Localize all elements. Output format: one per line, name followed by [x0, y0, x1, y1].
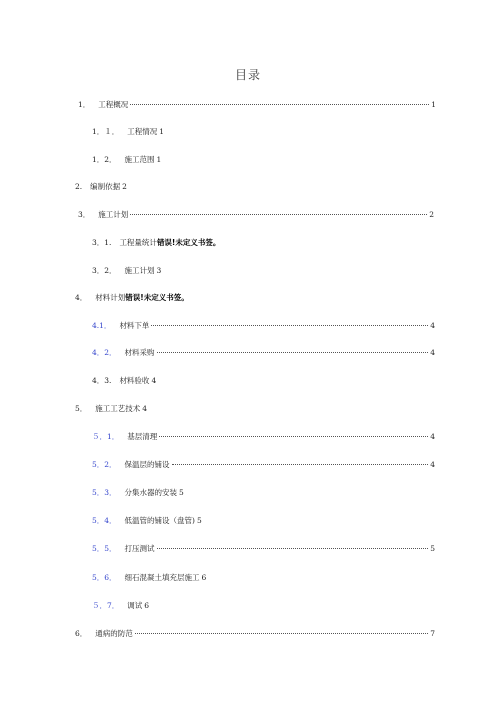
toc-entry-label: 分集水器的安装 — [124, 488, 178, 497]
toc-entry[interactable] — [75, 404, 147, 414]
dot-leader — [159, 436, 428, 437]
toc-entry[interactable] — [92, 155, 161, 165]
dot-leader — [130, 104, 429, 105]
toc-entry-page: 1 — [431, 100, 436, 109]
toc-entry[interactable] — [92, 376, 156, 386]
dot-leader — [172, 464, 429, 465]
toc-entry-number: 5．5． — [92, 544, 117, 553]
toc-entry-number: 5．6． — [92, 573, 117, 582]
toc-entry-number: 4．3. — [92, 376, 112, 385]
dot-leader — [135, 633, 428, 634]
toc-entry-page: 4 — [151, 376, 157, 385]
toc-entry-number: 4.1． — [92, 321, 112, 330]
dot-leader — [130, 214, 427, 215]
toc-entry[interactable] — [75, 182, 127, 192]
toc-entry-number: 6． — [75, 629, 88, 638]
toc-entry-page: 4 — [430, 348, 435, 357]
toc-entry[interactable] — [92, 460, 435, 470]
toc-entry-label: 材料验收 — [119, 376, 150, 385]
toc-entry-label: 材料计划 — [95, 293, 126, 302]
toc-entry-page: 6 — [201, 573, 207, 582]
toc-entry[interactable] — [92, 266, 161, 276]
toc-entry-page: 5 — [196, 516, 202, 525]
toc-entry-page: 1 — [159, 127, 165, 136]
toc-entry-label: 调试 — [127, 601, 143, 610]
toc-entry-page: 4 — [430, 460, 435, 469]
toc-entry[interactable] — [92, 127, 164, 137]
toc-entry-label: 施工计划 — [124, 266, 155, 275]
toc-entry-label: 工程量统计 — [119, 238, 157, 247]
toc-entry-number: 3．1. — [92, 238, 112, 247]
dot-leader — [151, 325, 428, 326]
toc-entry[interactable] — [92, 238, 220, 248]
toc-entry-label: 工程情况 — [127, 127, 158, 136]
toc-entry-number: 5．2． — [92, 460, 117, 469]
toc-entry-page: 4 — [430, 432, 435, 441]
toc-entry-number: 3．2． — [92, 266, 117, 275]
toc-entry[interactable] — [78, 100, 436, 110]
toc-entry-label: 打压测试 — [124, 544, 155, 553]
toc-entry[interactable] — [92, 488, 184, 498]
page-title: 目录 — [234, 68, 261, 82]
toc-entry-number: 3． — [78, 210, 91, 219]
toc-entry-label: 施工计划 — [98, 210, 129, 219]
toc-entry[interactable] — [75, 629, 435, 639]
toc-entry-label: 工程概况 — [98, 100, 129, 109]
toc-entry[interactable] — [92, 516, 202, 526]
toc-entry-label: 施工工艺技术 — [95, 404, 141, 413]
toc-entry[interactable] — [92, 432, 435, 442]
toc-entry-number: ５．7． — [92, 601, 120, 610]
dot-leader — [157, 352, 429, 353]
toc-entry-label: 低温管的铺设（盘管) — [124, 516, 195, 525]
toc-entry-label: 保温层的铺设 — [124, 460, 170, 469]
toc-entry[interactable] — [92, 573, 206, 583]
toc-entry-page: 2 — [429, 210, 434, 219]
toc-entry-number: 1．2． — [92, 155, 117, 164]
toc-entry-number: 2. — [75, 182, 83, 191]
toc-entry-page: 7 — [430, 629, 435, 638]
toc-entry-label: 施工范围 — [124, 155, 155, 164]
toc-entry[interactable] — [92, 348, 435, 358]
toc-entry-page: 2 — [122, 182, 127, 191]
dot-leader — [157, 548, 429, 549]
toc-entry-page: 1 — [156, 155, 162, 164]
toc-entry[interactable] — [92, 321, 435, 331]
toc-entry-page: 4 — [142, 404, 148, 413]
toc-entry-page: 3 — [156, 266, 162, 275]
toc-entry-label: 基层清理 — [127, 432, 158, 441]
toc-entry-number: ５．1． — [92, 432, 120, 441]
toc-entry-number: 4． — [75, 293, 88, 302]
toc-entry-page: 5 — [179, 488, 184, 497]
toc-entry-page: 4 — [430, 321, 435, 330]
toc-entry-label: 材料采购 — [124, 348, 155, 357]
toc-entry-number: 5．3． — [92, 488, 117, 497]
toc-entry[interactable] — [92, 544, 435, 554]
bookmark-error-text: 错误!未定义书签。 — [125, 293, 189, 302]
toc-entry-number: 5．4． — [92, 516, 117, 525]
toc-entry-label: 材料下单 — [119, 321, 150, 330]
toc-entry-number: 1． — [78, 100, 91, 109]
toc-entry-label: 通病的防范 — [95, 629, 133, 638]
toc-entry-label: 细石混凝土填充层施工 — [124, 573, 200, 582]
toc-entry-number: 5． — [75, 404, 88, 413]
toc-entry[interactable] — [78, 210, 434, 220]
toc-entry-number: 1．１． — [92, 127, 120, 136]
toc-entry-label: 编制依据 — [90, 182, 121, 191]
toc-entry[interactable] — [75, 293, 189, 303]
toc-entry-page: 5 — [430, 544, 435, 553]
bookmark-error-text: 错误!未定义书签。 — [156, 238, 221, 247]
toc-entry-number: 4．2． — [92, 348, 117, 357]
toc-entry-page: 6 — [144, 601, 150, 610]
toc-entry[interactable] — [92, 601, 149, 611]
